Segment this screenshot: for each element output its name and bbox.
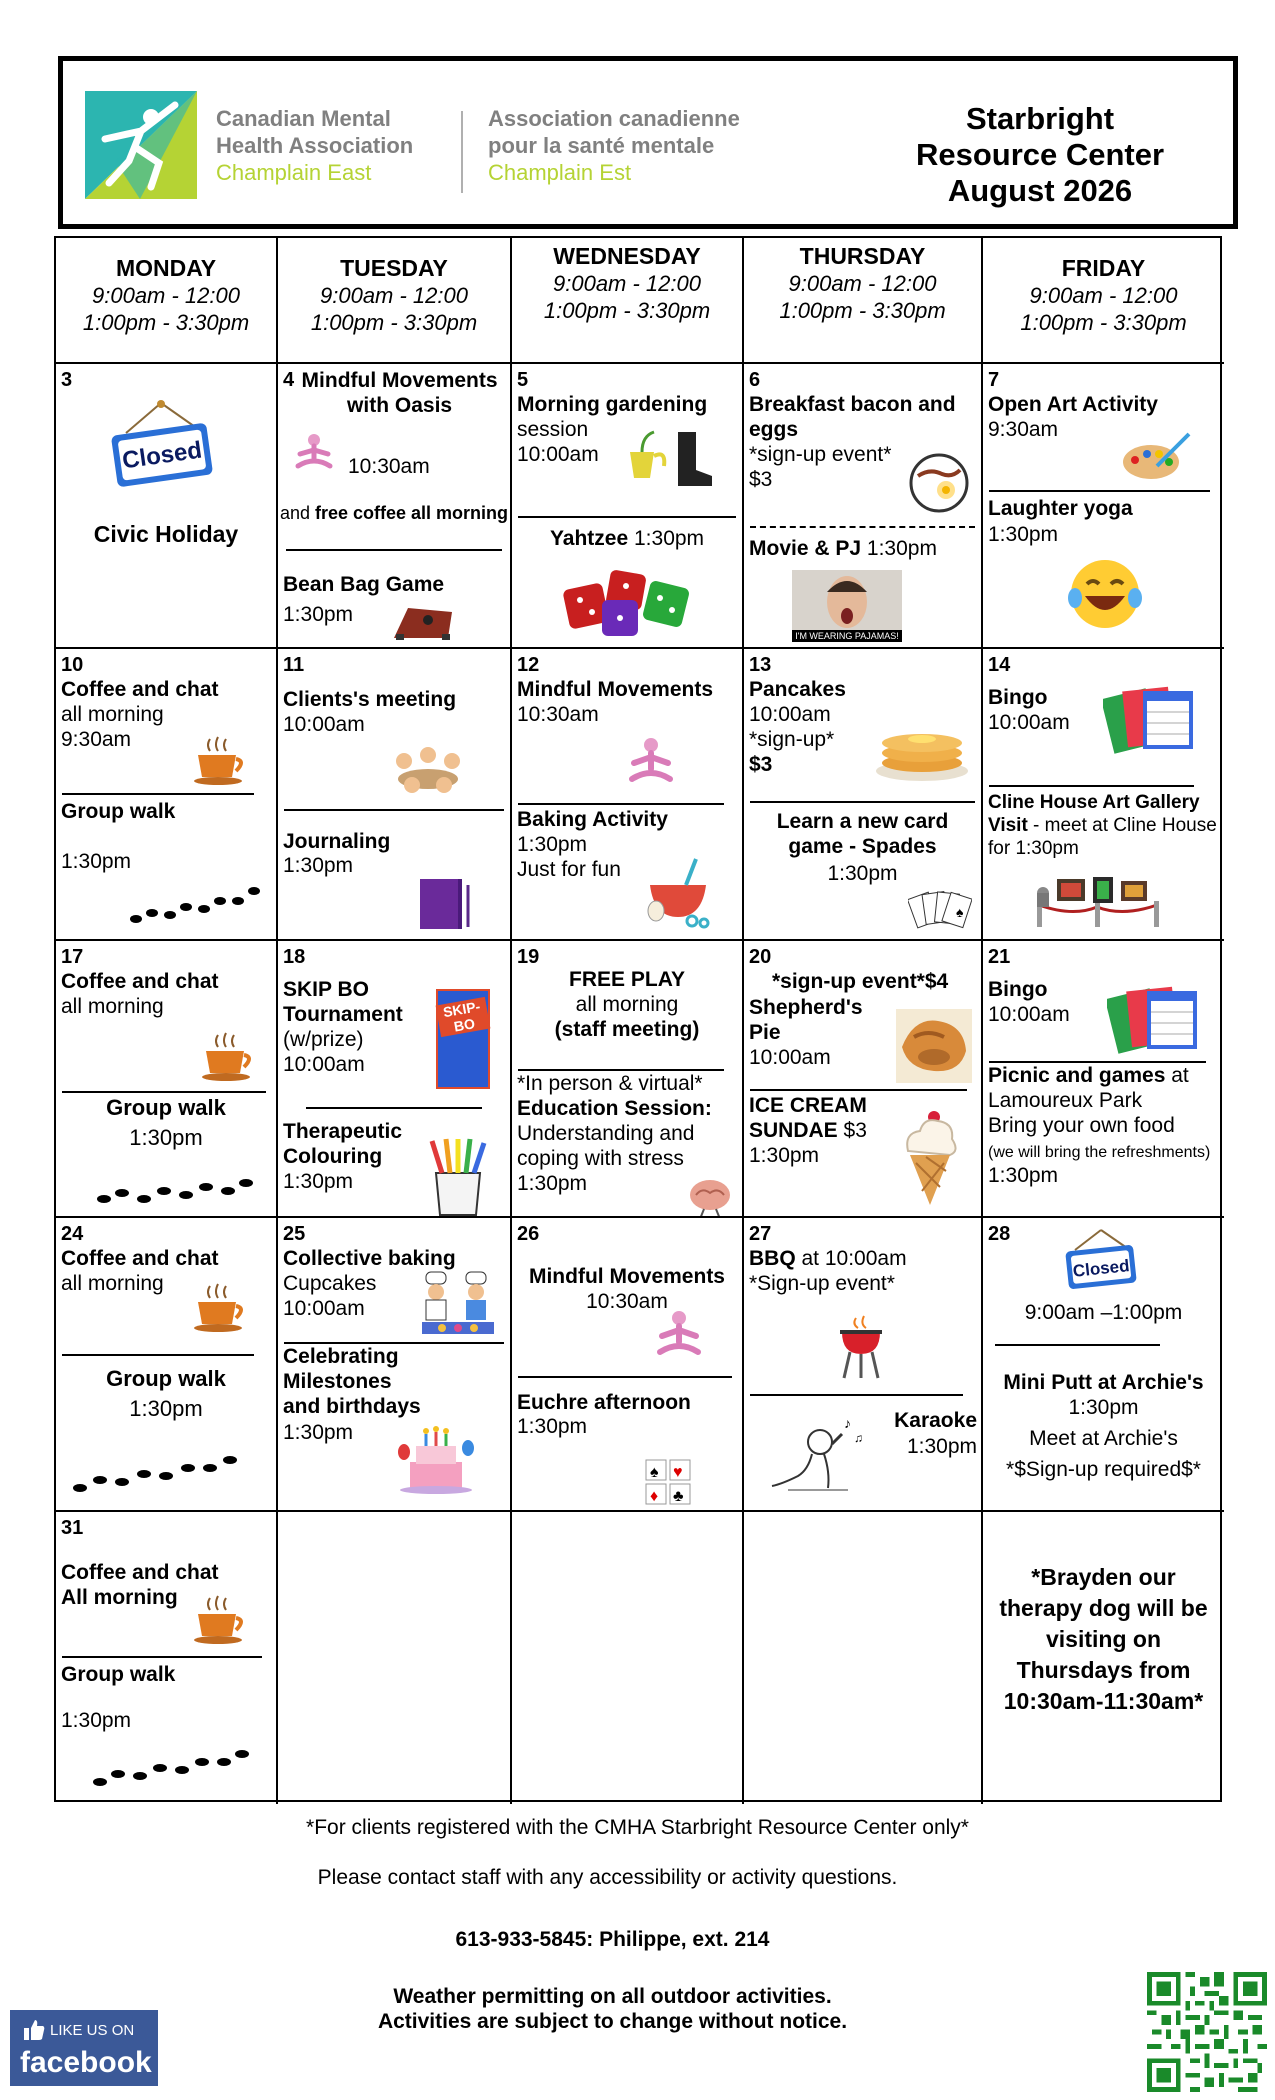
empty-cell (744, 1512, 983, 1804)
shepherds-pie-icon (894, 1007, 974, 1085)
event-open-art: Open Art Activity (988, 393, 1158, 416)
day-cell-19: 19 FREE PLAY all morning (staff meeting) *In person & virtual* Education Session: Understanding and coping with stress 1:30pm (512, 941, 744, 1218)
coffee-cup-icon (192, 1594, 248, 1646)
event-bbq: BBQ (749, 1247, 796, 1270)
footprints-icon (90, 1746, 250, 1790)
day-header-monday: MONDAY 9:00am - 12:00 1:00pm - 3:30pm (56, 238, 278, 364)
day-cell-24: 24 Coffee and chat all morning Group walk 1:30pm (56, 1218, 278, 1512)
day-header-wednesday: WEDNESDAY 9:00am - 12:00 1:00pm - 3:30pm (512, 238, 744, 364)
event-mindful-movements-12: Mindful Movements (517, 678, 714, 701)
bbq-grill-icon (836, 1314, 886, 1380)
day-cell-12: 12 Mindful Movements 10:30am Baking Activity 1:30pm Just for fun (512, 649, 744, 941)
laughing-emoji-icon (1065, 554, 1145, 632)
bingo-cards-icon (1103, 683, 1199, 759)
day-cell-14: 14 Bingo 10:00am Cline House Art Gallery Visit - meet at Cline House for 1:30pm (983, 649, 1224, 941)
event-breakfast: Breakfast bacon and eggs (749, 393, 956, 441)
svg-text:♠: ♠ (650, 1464, 659, 1481)
therapy-dog-note: *Brayden our therapy dog will be visiting on Thursdays from 10:30am-11:30am* (999, 1564, 1208, 1714)
event-mindful-movements: Mindful Movements with Oasis (301, 369, 498, 417)
closed-sign-icon (1061, 1228, 1141, 1292)
org-name-french: Association canadienne pour la santé mentale Champlain Est (488, 106, 740, 185)
empty-cell (278, 1512, 512, 1804)
bean-bag-board-icon (388, 602, 458, 642)
day-cell-20: 20 *sign-up event*$4 Shepherd's Pie 10:00am ICE CREAM SUNDAE $3 1:30pm (744, 941, 983, 1218)
footprints-icon (126, 877, 266, 927)
pajama-guy-photo: I'M WEARING PAJAMAS! (792, 570, 902, 642)
gardening-icon (624, 426, 714, 492)
meeting-people-icon (388, 739, 468, 795)
day-cell-7: 7 Open Art Activity 9:30am Laughter yoga 1:30pm (983, 364, 1224, 649)
qr-code-icon[interactable] (1147, 1972, 1267, 2092)
day-cell-21: 21 Bingo 10:00am Picnic and games at Lamoureux Park Bring your own food (we will bring the refreshments) 1:30pm (983, 941, 1224, 1218)
playing-cards-icon (908, 887, 972, 929)
bingo-cards-icon (1107, 983, 1203, 1059)
facebook-like-badge[interactable]: LIKE US ON facebook (10, 2010, 158, 2086)
meditation-icon (626, 735, 676, 789)
meditation-icon (292, 430, 336, 474)
day-cell-10: 10 Coffee and chat all morning 9:30am Group walk 1:30pm (56, 649, 278, 941)
org-divider (461, 111, 463, 193)
day-header-thursday: THURSDAY 9:00am - 12:00 1:00pm - 3:30pm (744, 238, 983, 364)
coffee-cup-icon (192, 735, 248, 787)
event-coffee-chat: Coffee and chat (61, 678, 219, 701)
baking-bowl-icon (636, 855, 716, 929)
day-header-tuesday: TUESDAY 9:00am - 12:00 1:00pm - 3:30pm (278, 238, 512, 364)
day-header-friday: FRIDAY 9:00am - 12:00 1:00pm - 3:30pm (983, 238, 1224, 364)
event-skip-bo: SKIP BO Tournament (283, 978, 403, 1026)
event-bingo: Bingo (988, 686, 1048, 709)
card-suits-icon (644, 1458, 692, 1506)
footer-weather: Weather permitting on all outdoor activities. Activities are subject to change without notice. (377, 1985, 848, 2033)
calendar-grid (54, 236, 1222, 1802)
therapy-dog-note-cell (983, 1512, 1224, 1804)
svg-text:Closed: Closed (1071, 1256, 1131, 1281)
event-pancakes: Pancakes (749, 678, 846, 701)
event-euchre: Euchre afternoon (517, 1391, 691, 1414)
event-education-session: Education Session: (517, 1097, 712, 1120)
journal-icon (414, 875, 474, 931)
day-cell-28: 28 Closed 9:00am –1:00pm Mini Putt at Archie's 1:30pm Meet at Archie's *$Sign-up required$* (983, 1218, 1224, 1512)
day-cell-4: 4 Mindful Movements with Oasis 10:30am and free coffee all morning Bean Bag Game 1:30pm (278, 364, 512, 649)
coffee-cup-icon (200, 1031, 256, 1083)
event-mindful-movements-26: Mindful Movements (528, 1265, 725, 1288)
event-shepherds-pie: Shepherd's Pie (749, 996, 863, 1044)
event-collective-baking: Collective baking (283, 1247, 456, 1270)
svg-text:Closed: Closed (120, 436, 204, 475)
day-cell-5: 5 Morning gardening session 10:00am Yahtzee 1:30pm (512, 364, 744, 649)
day-cell-3: 3 Closed Civic Holiday (56, 364, 278, 649)
dice-icon (562, 568, 692, 638)
svg-text:♠: ♠ (956, 904, 964, 920)
event-free-play: FREE PLAY (569, 968, 685, 991)
paint-palette-icon (1121, 430, 1191, 482)
event-picnic: Picnic and games (988, 1064, 1166, 1087)
colored-pencils-icon (428, 1137, 488, 1217)
event-karaoke: Karaoke (894, 1409, 977, 1432)
day-cell-26: 26 Mindful Movements 10:30am Euchre afternoon 1:30pm ♠ ♥ ♦ ♣ (512, 1218, 744, 1512)
event-ice-cream: ICE CREAM SUNDAE (749, 1094, 867, 1142)
header-banner (58, 56, 1238, 229)
breakfast-plate-icon (904, 448, 974, 514)
karaoke-singer-icon (768, 1414, 868, 1492)
svg-text:♣: ♣ (673, 1488, 684, 1505)
day-cell-17: 17 Coffee and chat all morning Group walk 1:30pm (56, 941, 278, 1218)
svg-text:♫: ♫ (854, 1431, 863, 1445)
meditation-icon (654, 1308, 704, 1362)
footprints-icon (70, 1450, 240, 1494)
day-cell-18: 18 SKIP BO Tournament (w/prize) 10:00am SKIP-BO Therapeutic Colouring 1:30pm (278, 941, 512, 1218)
day-cell-27: 27 BBQ at 10:00am *Sign-up event* Karaoke 1:30pm ♪ ♫ (744, 1218, 983, 1512)
day-cell-31: 31 Coffee and chat All morning Group walk 1:30pm (56, 1512, 278, 1804)
event-coffee-chat: Coffee and chat (61, 970, 219, 993)
thumbs-up-icon (22, 2018, 46, 2042)
event-civic-holiday: Civic Holiday (93, 521, 239, 547)
footer-contact-staff: Please contact staff with any accessibility or activity questions. (317, 1866, 898, 1889)
footer-phone: 613-933-5845: Philippe, ext. 214 (455, 1928, 770, 1951)
svg-text:♦: ♦ (650, 1488, 659, 1505)
birthday-cake-icon (396, 1422, 476, 1494)
event-bingo: Bingo (988, 978, 1048, 1001)
event-gardening: Morning gardening (517, 393, 708, 416)
bakers-icon (418, 1270, 498, 1336)
empty-cell (512, 1512, 744, 1804)
day-cell-6: 6 Breakfast bacon and eggs *sign-up event* $3 Movie & PJ 1:30pm I'M WEARING PAJAMAS! (744, 364, 983, 649)
svg-text:♥: ♥ (673, 1464, 683, 1481)
day-cell-13: 13 Pancakes 10:00am *sign-up* $3 Learn a new card game - Spades 1:30pm ♠ (744, 649, 983, 941)
event-mini-putt: Mini Putt at Archie's (1003, 1371, 1204, 1394)
event-clients-meeting: Clients's meeting (283, 688, 457, 711)
day-cell-11: 11 Clients's meeting 10:00am Journaling 1:30pm (278, 649, 512, 941)
footprints-icon (94, 1169, 254, 1209)
svg-text:♪: ♪ (844, 1415, 851, 1431)
ice-cream-cone-icon (900, 1107, 960, 1207)
art-gallery-icon (1033, 875, 1163, 931)
skip-bo-box-icon: SKIP-BO (436, 989, 490, 1089)
closed-sign-icon (106, 399, 216, 489)
coffee-cup-icon (192, 1282, 248, 1334)
cmha-logo-icon (85, 91, 197, 199)
org-name-english: Canadian Mental Health Association Champlain East (216, 106, 414, 185)
brain-icon (682, 1177, 738, 1218)
page-title: Starbright Resource Center August 2026 (915, 101, 1165, 208)
pancakes-icon (872, 711, 972, 787)
event-coffee-chat: Coffee and chat (61, 1561, 219, 1584)
day-cell-25: 25 Collective baking Cupcakes 10:00am Celebrating Milestones and birthdays 1:30pm (278, 1218, 512, 1512)
event-coffee-chat: Coffee and chat (61, 1247, 219, 1270)
footer-clients-only: *For clients registered with the CMHA Starbright Resource Center only* (306, 1816, 969, 1839)
